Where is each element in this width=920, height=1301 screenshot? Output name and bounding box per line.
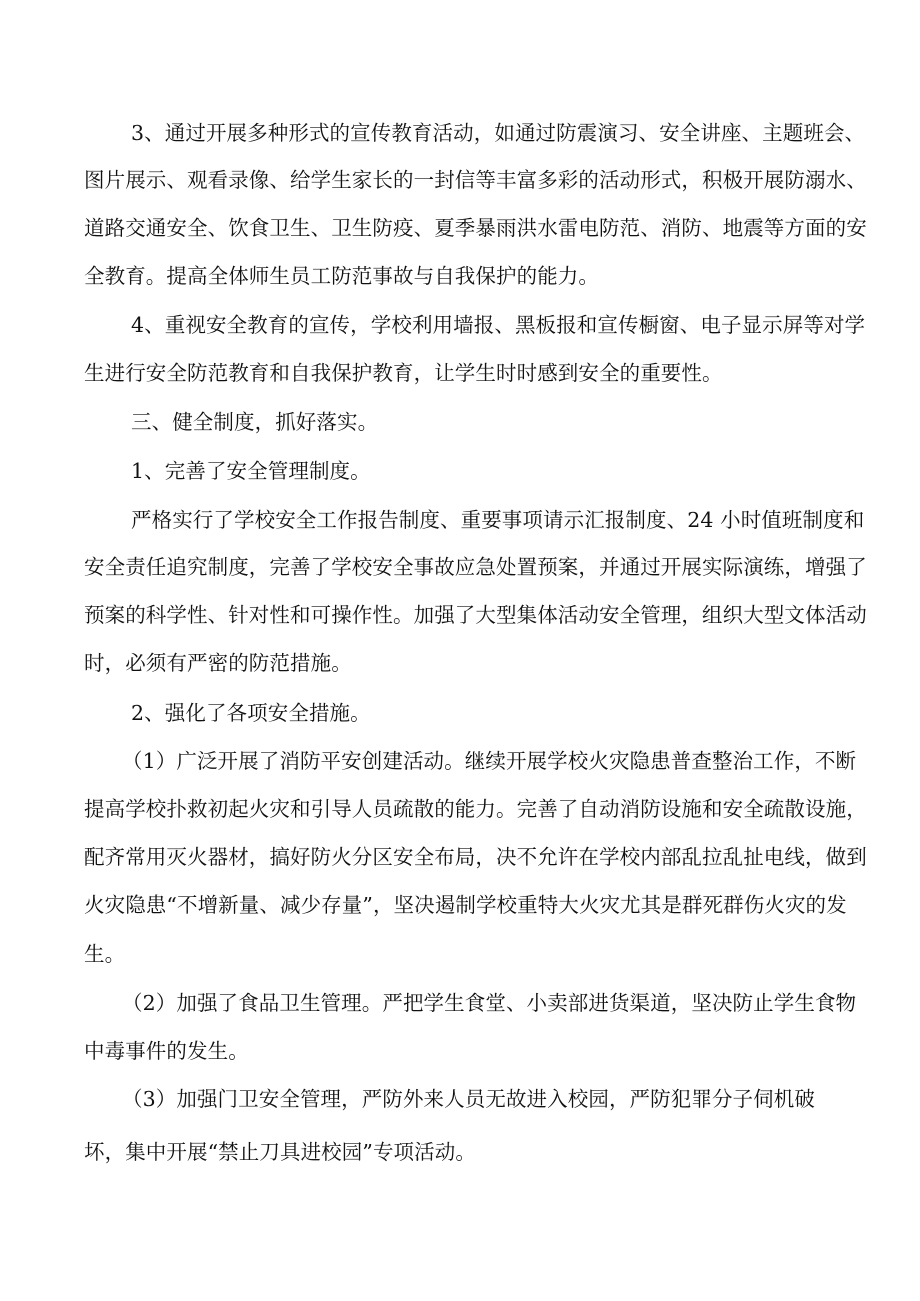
text-line: 中毒事件的发生。 xyxy=(84,1039,249,1063)
text-line: 火灾隐患“不增新量、减少存量”，坚决遏制学校重特大火灾尤其是群死群伤火灾的发 xyxy=(84,893,847,917)
text-line: 生进行安全防范教育和自我保护教育，让学生时时感到安全的重要性。 xyxy=(84,361,723,385)
text-line: 全教育。提高全体师生员工防范事故与自我保护的能力。 xyxy=(84,264,599,288)
text-line: 安全责任追究制度，完善了学校安全事故应急处置预案，并通过开展实际演练，增强了 xyxy=(84,555,867,579)
text-line: 配齐常用灭火器材，搞好防火分区安全布局，决不允许在学校内部乱拉乱扯电线，做到 xyxy=(84,845,867,869)
text-line: 2、强化了各项安全措施。 xyxy=(131,701,371,725)
text-line: 三、健全制度，抓好落实。 xyxy=(131,410,379,434)
text-line: 坏，集中开展“禁止刀具进校园”专项活动。 xyxy=(84,1140,476,1164)
text-line: 1、完善了安全管理制度。 xyxy=(131,459,371,483)
text-line: 提高学校扑救初起火灾和引导人员疏散的能力。完善了自动消防设施和安全疏散设施， xyxy=(84,797,867,821)
text-line: （3）加强门卫安全管理，严防外来人员无故进入校园，严防犯罪分子伺机破 xyxy=(122,1087,815,1111)
text-line: 4、重视安全教育的宣传，学校利用墙报、黑板报和宣传橱窗、电子显示屏等对学 xyxy=(131,313,866,337)
text-line: 严格实行了学校安全工作报告制度、重要事项请示汇报制度、24 小时值班制度和 xyxy=(131,508,865,532)
text-line: 生。 xyxy=(84,942,126,966)
text-line: 图片展示、观看录像、给学生家长的一封信等丰富多彩的活动形式，积极开展防溺水、 xyxy=(84,168,867,192)
text-line: 道路交通安全、饮食卫生、卫生防疫、夏季暴雨洪水雷电防范、消防、地震等方面的安 xyxy=(84,216,867,240)
text-line: 预案的科学性、针对性和可操作性。加强了大型集体活动安全管理，组织大型文体活动 xyxy=(84,603,867,627)
text-line: 3、通过开展多种形式的宣传教育活动，如通过防震演习、安全讲座、主题班会、 xyxy=(131,121,866,145)
text-line: （1）广泛开展了消防平安创建活动。继续开展学校火灾隐患普查整治工作，不断 xyxy=(122,749,857,773)
text-line: 时，必须有严密的防范措施。 xyxy=(84,651,352,675)
text-line: （2）加强了食品卫生管理。严把学生食堂、小卖部进货渠道，坚决防止学生食物 xyxy=(122,991,857,1015)
